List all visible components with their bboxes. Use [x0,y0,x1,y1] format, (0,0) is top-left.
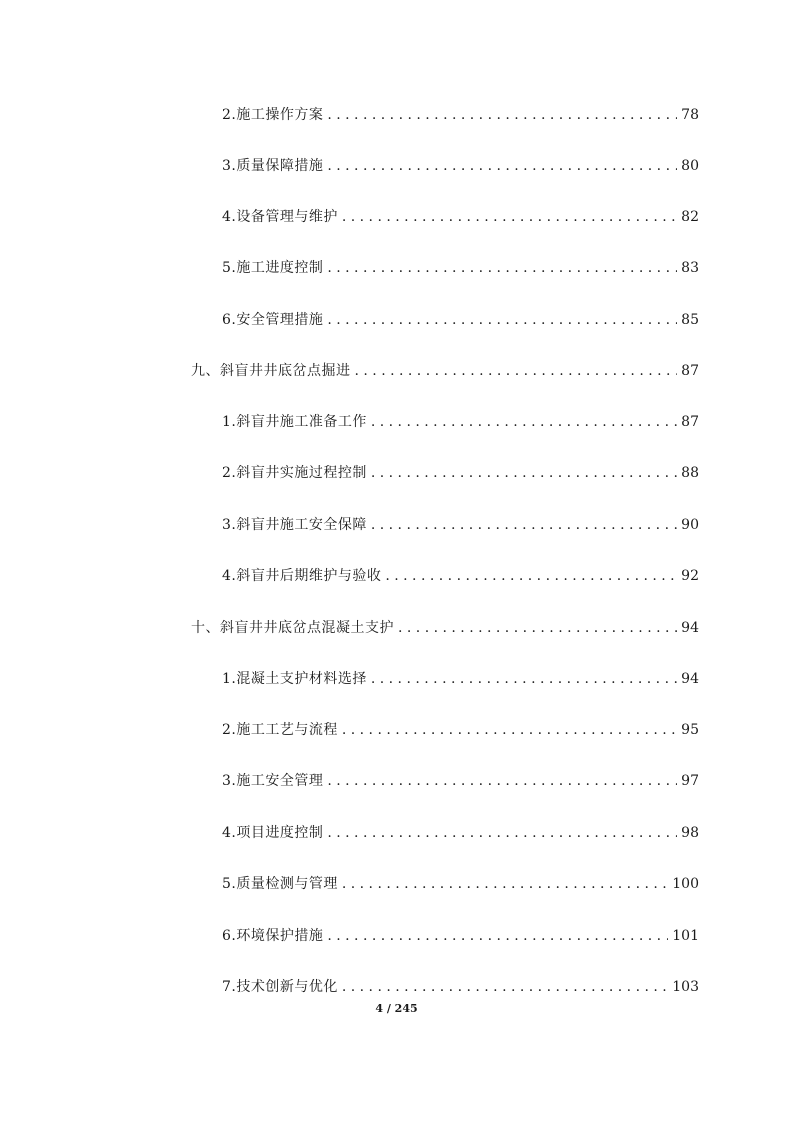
toc-leader-dots [342,978,668,996]
toc-entry-label: 3.施工安全管理 [222,773,324,789]
toc-entry-page: 92 [681,568,699,584]
toc-leader-dots [371,670,677,688]
toc-entry-label: 1.斜盲井施工准备工作 [222,414,367,430]
toc-leader-dots [371,464,677,482]
toc-entry-page: 103 [672,979,699,995]
toc-entry-label: 2.施工操作方案 [222,107,324,123]
toc-entry[interactable] [222,106,699,124]
toc-entry-page: 80 [681,158,699,174]
toc-section-entry[interactable] [191,362,699,380]
toc-entry[interactable] [222,927,699,945]
toc-entry-page: 87 [681,363,699,379]
toc-leader-dots [342,208,677,226]
toc-entry-label: 6.环境保护措施 [222,928,324,944]
toc-entry-page: 100 [672,876,699,892]
toc-leader-dots [355,362,678,380]
toc-leader-dots [385,567,677,585]
toc-entry-page: 90 [681,517,699,533]
toc-leader-dots [342,721,677,739]
toc-entry[interactable] [222,824,699,842]
toc-leader-dots [327,157,677,175]
toc-leader-dots [327,311,677,329]
toc-entry-label: 4.设备管理与维护 [222,209,338,225]
toc-leader-dots [327,259,677,277]
toc-leader-dots [327,927,668,945]
toc-entry-page: 83 [681,260,699,276]
toc-entry[interactable] [222,875,699,893]
toc-entry-label: 6.安全管理措施 [222,312,324,328]
toc-entry-label: 2.斜盲井实施过程控制 [222,465,367,481]
toc-entry-page: 101 [672,928,699,944]
toc-entry[interactable] [222,413,699,431]
toc-entry-page: 87 [681,414,699,430]
toc-entry-page: 78 [681,107,699,123]
toc-leader-dots [398,619,677,637]
toc-entry[interactable] [222,516,699,534]
toc-entry-label: 4.项目进度控制 [222,825,324,841]
toc-leader-dots [327,106,677,124]
toc-leader-dots [342,875,668,893]
toc-entry-page: 95 [681,722,699,738]
toc-entry-label: 5.质量检测与管理 [222,876,338,892]
toc-entry-page: 97 [681,773,699,789]
toc-entry[interactable] [222,721,699,739]
toc-leader-dots [371,413,677,431]
toc-leader-dots [371,516,677,534]
toc-entry-label: 十、斜盲井井底岔点混凝土支护 [191,620,394,636]
toc-entry-label: 九、斜盲井井底岔点掘进 [191,363,351,379]
toc-section-entry[interactable] [191,619,699,637]
toc-entry-label: 1.混凝土支护材料选择 [222,671,367,687]
toc-entry-label: 2.施工工艺与流程 [222,722,338,738]
toc-entry-page: 94 [681,620,699,636]
toc-entry-page: 98 [681,825,699,841]
page-number-footer: 4 / 245 [375,1002,418,1015]
toc-entry-page: 82 [681,209,699,225]
toc-entry[interactable] [222,772,699,790]
toc-entry-label: 3.质量保障措施 [222,158,324,174]
toc-entry-page: 94 [681,671,699,687]
toc-entry[interactable] [222,464,699,482]
toc-entry[interactable] [222,978,699,996]
toc-entry[interactable] [222,311,699,329]
toc-entry[interactable] [222,259,699,277]
toc-entry[interactable] [222,567,699,585]
toc-entry[interactable] [222,208,699,226]
toc-entry[interactable] [222,157,699,175]
toc-entry-page: 88 [681,465,699,481]
toc-leader-dots [327,824,677,842]
toc-entry-label: 7.技术创新与优化 [222,979,338,995]
toc-entry-page: 85 [681,312,699,328]
toc-entry-label: 4.斜盲井后期维护与验收 [222,568,382,584]
toc-entry-label: 5.施工进度控制 [222,260,324,276]
toc-leader-dots [327,772,677,790]
toc-entry[interactable] [222,670,699,688]
toc-entry-label: 3.斜盲井施工安全保障 [222,517,367,533]
